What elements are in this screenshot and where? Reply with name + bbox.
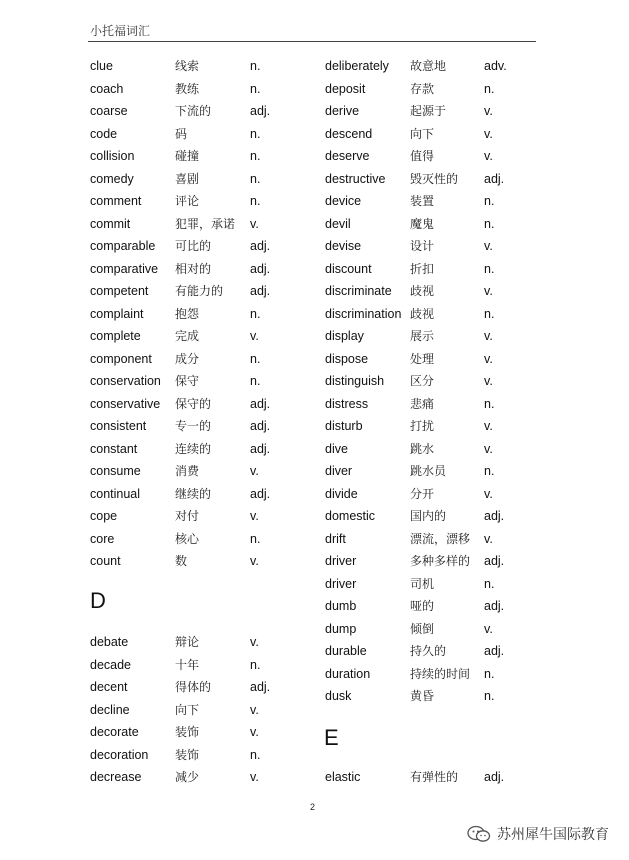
vocab-part-of-speech: n.: [484, 306, 495, 321]
vocab-translation: 装置: [410, 194, 435, 208]
vocab-row: [90, 550, 310, 573]
vocab-word: drift: [325, 531, 346, 546]
header-title: 小托福词汇: [90, 24, 151, 38]
vocab-word: diver: [325, 464, 353, 478]
vocab-part-of-speech: n.: [250, 657, 261, 672]
vocab-part-of-speech: n.: [484, 194, 495, 208]
vocab-row: [325, 145, 545, 168]
vocab-word: complete: [90, 329, 141, 343]
vocab-row: [325, 528, 545, 551]
vocab-word: domestic: [325, 509, 376, 523]
vocab-part-of-speech: v.: [484, 104, 493, 118]
vocab-translation: 毁灭性的: [410, 171, 459, 186]
vocab-word: continual: [90, 486, 141, 501]
vocab-part-of-speech: n.: [250, 59, 261, 73]
vocab-translation: 展示: [410, 329, 435, 343]
vocab-part-of-speech: v.: [250, 770, 259, 784]
vocab-row: [325, 213, 545, 236]
vocab-translation: 装饰: [175, 725, 200, 739]
vocab-word: debate: [90, 635, 129, 649]
vocab-word: core: [90, 531, 115, 546]
vocab-row: [90, 631, 310, 654]
vocab-row: [90, 528, 310, 551]
vocab-part-of-speech: adj.: [484, 770, 505, 784]
vocab-part-of-speech: v.: [250, 216, 259, 231]
vocab-row: [90, 325, 310, 348]
vocab-row: [90, 744, 310, 767]
vocab-row: [90, 438, 310, 461]
vocab-word: devil: [325, 216, 351, 231]
vocab-part-of-speech: v.: [484, 284, 493, 298]
vocab-row: [325, 348, 545, 371]
vocab-word: comedy: [90, 171, 134, 186]
vocab-word: distinguish: [325, 374, 385, 388]
vocab-word: dump: [325, 621, 357, 636]
vocab-translation: 设计: [410, 239, 435, 253]
vocab-row: [90, 370, 310, 393]
vocab-word: coach: [90, 81, 124, 96]
vocab-translation: 减少: [175, 770, 200, 784]
vocab-row: [325, 505, 545, 528]
vocab-word: consistent: [90, 419, 147, 433]
vocab-word: deserve: [325, 149, 370, 163]
vocab-row: [90, 393, 310, 416]
vocab-translation: 评论: [175, 194, 200, 208]
vocab-part-of-speech: adj.: [250, 104, 271, 118]
vocab-word: conservation: [90, 374, 161, 388]
vocab-word: comparative: [90, 261, 159, 276]
vocab-translation: 持续的时间: [410, 666, 471, 681]
vocab-row: [325, 100, 545, 123]
vocab-part-of-speech: v.: [484, 149, 493, 163]
vocab-row: [325, 78, 545, 101]
vocab-part-of-speech: adj.: [484, 509, 505, 523]
section-letter-d: D: [90, 588, 106, 613]
vocab-translation: 完成: [175, 329, 200, 343]
vocab-translation: 得体的: [175, 680, 212, 694]
vocab-row: [90, 145, 310, 168]
vocab-part-of-speech: n.: [484, 81, 495, 96]
vocab-translation: 向下: [410, 126, 435, 141]
vocab-translation: 专一的: [175, 419, 212, 433]
vocab-translation: 漂流，漂移: [410, 531, 471, 546]
vocab-row: [90, 123, 310, 146]
vocab-translation: 装饰: [175, 747, 200, 762]
vocab-word: disturb: [325, 419, 363, 433]
page-number: 2: [310, 802, 316, 812]
vocab-part-of-speech: n.: [484, 216, 495, 231]
vocab-word: count: [90, 554, 121, 568]
vocab-part-of-speech: n.: [250, 531, 261, 546]
vocab-translation: 对付: [175, 509, 200, 523]
vocab-translation: 保守: [175, 374, 200, 388]
vocab-word: complaint: [90, 306, 144, 321]
vocab-word: dumb: [325, 599, 357, 613]
section-letter-e: E: [324, 725, 339, 750]
vocab-row: [325, 550, 545, 573]
vocab-row: [90, 721, 310, 744]
right-column: [325, 55, 545, 708]
vocab-word: discount: [325, 261, 372, 276]
vocab-part-of-speech: v.: [250, 329, 259, 343]
vocab-part-of-speech: n.: [250, 374, 261, 388]
vocab-translation: 码: [175, 126, 188, 141]
vocab-word: driver: [325, 554, 357, 568]
vocab-row: [325, 640, 545, 663]
vocab-translation: 打扰: [410, 419, 435, 433]
vocab-part-of-speech: adv.: [484, 59, 507, 73]
vocab-part-of-speech: n.: [484, 396, 495, 411]
vocab-translation: 持久的: [410, 644, 447, 658]
vocab-part-of-speech: adj.: [250, 396, 271, 411]
vocab-row: [90, 100, 310, 123]
vocab-part-of-speech: v.: [484, 239, 493, 253]
watermark: [467, 824, 609, 844]
vocab-part-of-speech: adj.: [250, 441, 271, 456]
vocab-row: [90, 235, 310, 258]
vocab-part-of-speech: n.: [250, 351, 261, 366]
vocab-part-of-speech: n.: [250, 171, 261, 186]
vocab-part-of-speech: v.: [484, 531, 493, 546]
vocab-translation: 歧视: [410, 284, 435, 298]
vocab-translation: 碰撞: [175, 149, 200, 163]
vocab-translation: 国内的: [410, 509, 447, 523]
vocab-translation: 司机: [410, 576, 435, 591]
vocab-translation: 黄昏: [410, 689, 435, 703]
vocab-row: [325, 370, 545, 393]
vocab-word: comparable: [90, 239, 156, 253]
vocab-part-of-speech: adj.: [250, 261, 271, 276]
vocab-translation: 十年: [175, 657, 200, 672]
vocab-translation: 有能力的: [175, 284, 224, 298]
vocab-word: discriminate: [325, 284, 392, 298]
vocab-part-of-speech: v.: [484, 621, 493, 636]
vocab-word: consume: [90, 464, 141, 478]
left-column: [90, 55, 310, 573]
vocab-word: collision: [90, 149, 135, 163]
vocab-row: [325, 415, 545, 438]
vocab-translation: 分开: [410, 486, 435, 501]
vocab-translation: 跳水员: [410, 464, 447, 478]
section-e-list: [325, 766, 545, 789]
vocab-row: [325, 766, 545, 789]
vocab-row: [90, 78, 310, 101]
vocab-part-of-speech: adj.: [250, 486, 271, 501]
vocab-part-of-speech: n.: [250, 81, 261, 96]
vocab-row: [90, 505, 310, 528]
vocab-translation: 有弹性的: [410, 770, 459, 784]
section-d-list: [90, 631, 310, 789]
vocab-row: [325, 168, 545, 191]
vocab-part-of-speech: adj.: [484, 171, 505, 186]
vocab-translation: 喜剧: [175, 171, 200, 186]
vocab-row: [325, 280, 545, 303]
vocab-row: [90, 676, 310, 699]
vocab-row: [90, 483, 310, 506]
vocab-word: driver: [325, 576, 357, 591]
vocab-part-of-speech: n.: [250, 149, 261, 163]
vocab-row: [325, 303, 545, 326]
vocab-word: destructive: [325, 171, 386, 186]
vocab-part-of-speech: v.: [484, 351, 493, 366]
vocab-translation: 折扣: [410, 261, 435, 276]
vocab-translation: 抱怨: [175, 306, 200, 321]
vocab-translation: 存款: [410, 81, 435, 96]
vocab-word: code: [90, 126, 118, 141]
vocab-part-of-speech: n.: [484, 576, 495, 591]
vocab-word: cope: [90, 509, 118, 523]
vocab-word: devise: [325, 239, 362, 253]
vocab-part-of-speech: adj.: [250, 419, 271, 433]
vocab-translation: 线索: [175, 59, 200, 73]
vocab-translation: 跳水: [410, 441, 435, 456]
vocab-word: duration: [325, 666, 371, 681]
vocab-word: descend: [325, 126, 373, 141]
vocab-part-of-speech: n.: [484, 689, 495, 703]
vocab-word: decline: [90, 702, 130, 717]
vocab-word: elastic: [325, 770, 361, 784]
vocab-translation: 消费: [175, 464, 200, 478]
vocab-translation: 教练: [175, 81, 200, 96]
vocab-word: device: [325, 194, 362, 208]
vocab-row: [325, 685, 545, 708]
vocab-part-of-speech: n.: [250, 306, 261, 321]
vocab-word: divide: [325, 486, 358, 501]
vocab-word: decrease: [90, 770, 142, 784]
vocab-word: coarse: [90, 104, 128, 118]
vocab-word: clue: [90, 59, 113, 73]
vocab-translation: 歧视: [410, 306, 435, 321]
vocab-translation: 多种多样的: [410, 554, 471, 568]
vocab-row: [90, 168, 310, 191]
vocab-word: competent: [90, 284, 149, 298]
vocab-translation: 倾倒: [410, 621, 435, 636]
vocab-part-of-speech: v.: [484, 329, 493, 343]
vocab-part-of-speech: n.: [250, 194, 261, 208]
vocab-part-of-speech: adj.: [250, 239, 271, 253]
vocab-translation: 成分: [175, 351, 200, 366]
vocab-part-of-speech: adj.: [250, 680, 271, 694]
vocab-part-of-speech: v.: [250, 635, 259, 649]
vocab-word: decent: [90, 680, 128, 694]
vocab-word: dive: [325, 441, 348, 456]
vocab-row: [325, 438, 545, 461]
vocab-row: [90, 654, 310, 677]
vocab-row: [90, 303, 310, 326]
vocab-part-of-speech: v.: [484, 419, 493, 433]
vocab-row: [90, 415, 310, 438]
vocab-translation: 连续的: [175, 441, 212, 456]
vocab-translation: 犯罪，承诺: [175, 216, 236, 231]
vocab-word: constant: [90, 441, 138, 456]
vocab-word: comment: [90, 194, 142, 208]
vocab-translation: 哑的: [410, 599, 435, 613]
vocab-translation: 魔鬼: [410, 216, 435, 231]
vocab-part-of-speech: v.: [250, 554, 259, 568]
vocab-word: decoration: [90, 747, 149, 762]
vocab-part-of-speech: n.: [484, 666, 495, 681]
vocab-translation: 辩论: [175, 635, 200, 649]
vocab-translation: 可比的: [175, 239, 212, 253]
vocab-part-of-speech: v.: [484, 126, 493, 141]
vocab-row: [325, 325, 545, 348]
vocab-part-of-speech: v.: [250, 725, 259, 739]
vocab-row: [90, 460, 310, 483]
vocab-translation: 悲痛: [410, 396, 435, 411]
vocab-part-of-speech: adj.: [484, 599, 505, 613]
vocab-word: deliberately: [325, 59, 389, 73]
vocab-row: [325, 123, 545, 146]
vocab-part-of-speech: n.: [250, 126, 261, 141]
vocab-part-of-speech: adj.: [250, 284, 271, 298]
vocab-part-of-speech: adj.: [484, 554, 505, 568]
vocab-row: [325, 595, 545, 618]
vocab-translation: 相对的: [175, 261, 212, 276]
vocab-row: [90, 213, 310, 236]
vocab-translation: 保守的: [175, 396, 212, 411]
watermark-text: 苏州犀牛国际教育: [497, 827, 609, 843]
vocab-translation: 区分: [410, 374, 435, 388]
vocab-row: [325, 663, 545, 686]
vocab-part-of-speech: adj.: [484, 644, 505, 658]
vocab-word: durable: [325, 644, 367, 658]
vocab-row: [90, 766, 310, 789]
vocab-word: derive: [325, 104, 360, 118]
vocab-word: component: [90, 351, 152, 366]
vocab-row: [90, 348, 310, 371]
vocab-translation: 处理: [410, 351, 435, 366]
vocab-row: [325, 55, 545, 78]
vocab-word: commit: [90, 216, 131, 231]
vocab-part-of-speech: n.: [484, 261, 495, 276]
vocab-translation: 值得: [410, 149, 435, 163]
vocab-row: [90, 190, 310, 213]
vocab-word: conservative: [90, 396, 161, 411]
vocab-translation: 向下: [175, 702, 200, 717]
vocab-word: dispose: [325, 351, 369, 366]
vocab-row: [325, 483, 545, 506]
vocab-row: [325, 573, 545, 596]
vocab-part-of-speech: n.: [250, 747, 261, 762]
vocab-part-of-speech: v.: [250, 464, 259, 478]
vocab-translation: 数: [175, 554, 188, 568]
vocab-row: [325, 460, 545, 483]
vocab-word: dusk: [325, 689, 352, 703]
vocab-row: [90, 280, 310, 303]
vocab-part-of-speech: v.: [484, 486, 493, 501]
vocab-translation: 故意地: [410, 59, 447, 73]
vocab-word: discrimination: [325, 306, 402, 321]
vocab-row: [90, 699, 310, 722]
vocab-row: [325, 258, 545, 281]
vocab-word: deposit: [325, 81, 366, 96]
vocab-translation: 下流的: [175, 104, 212, 118]
vocab-translation: 继续的: [175, 486, 212, 501]
header-rule: [88, 41, 536, 42]
vocab-part-of-speech: n.: [484, 464, 495, 478]
vocab-row: [90, 258, 310, 281]
vocab-translation: 核心: [175, 531, 200, 546]
vocab-part-of-speech: v.: [250, 702, 259, 717]
vocab-part-of-speech: v.: [484, 374, 493, 388]
vocab-part-of-speech: v.: [484, 441, 493, 456]
vocab-translation: 起源于: [410, 104, 447, 118]
vocab-row: [325, 235, 545, 258]
vocab-part-of-speech: v.: [250, 509, 259, 523]
wechat-icon: [467, 825, 491, 843]
vocab-word: display: [325, 329, 364, 343]
vocab-word: decade: [90, 657, 132, 672]
vocab-word: distress: [325, 396, 369, 411]
vocab-word: decorate: [90, 725, 139, 739]
vocab-row: [325, 190, 545, 213]
vocab-row: [325, 618, 545, 641]
vocab-row: [90, 55, 310, 78]
vocab-row: [325, 393, 545, 416]
